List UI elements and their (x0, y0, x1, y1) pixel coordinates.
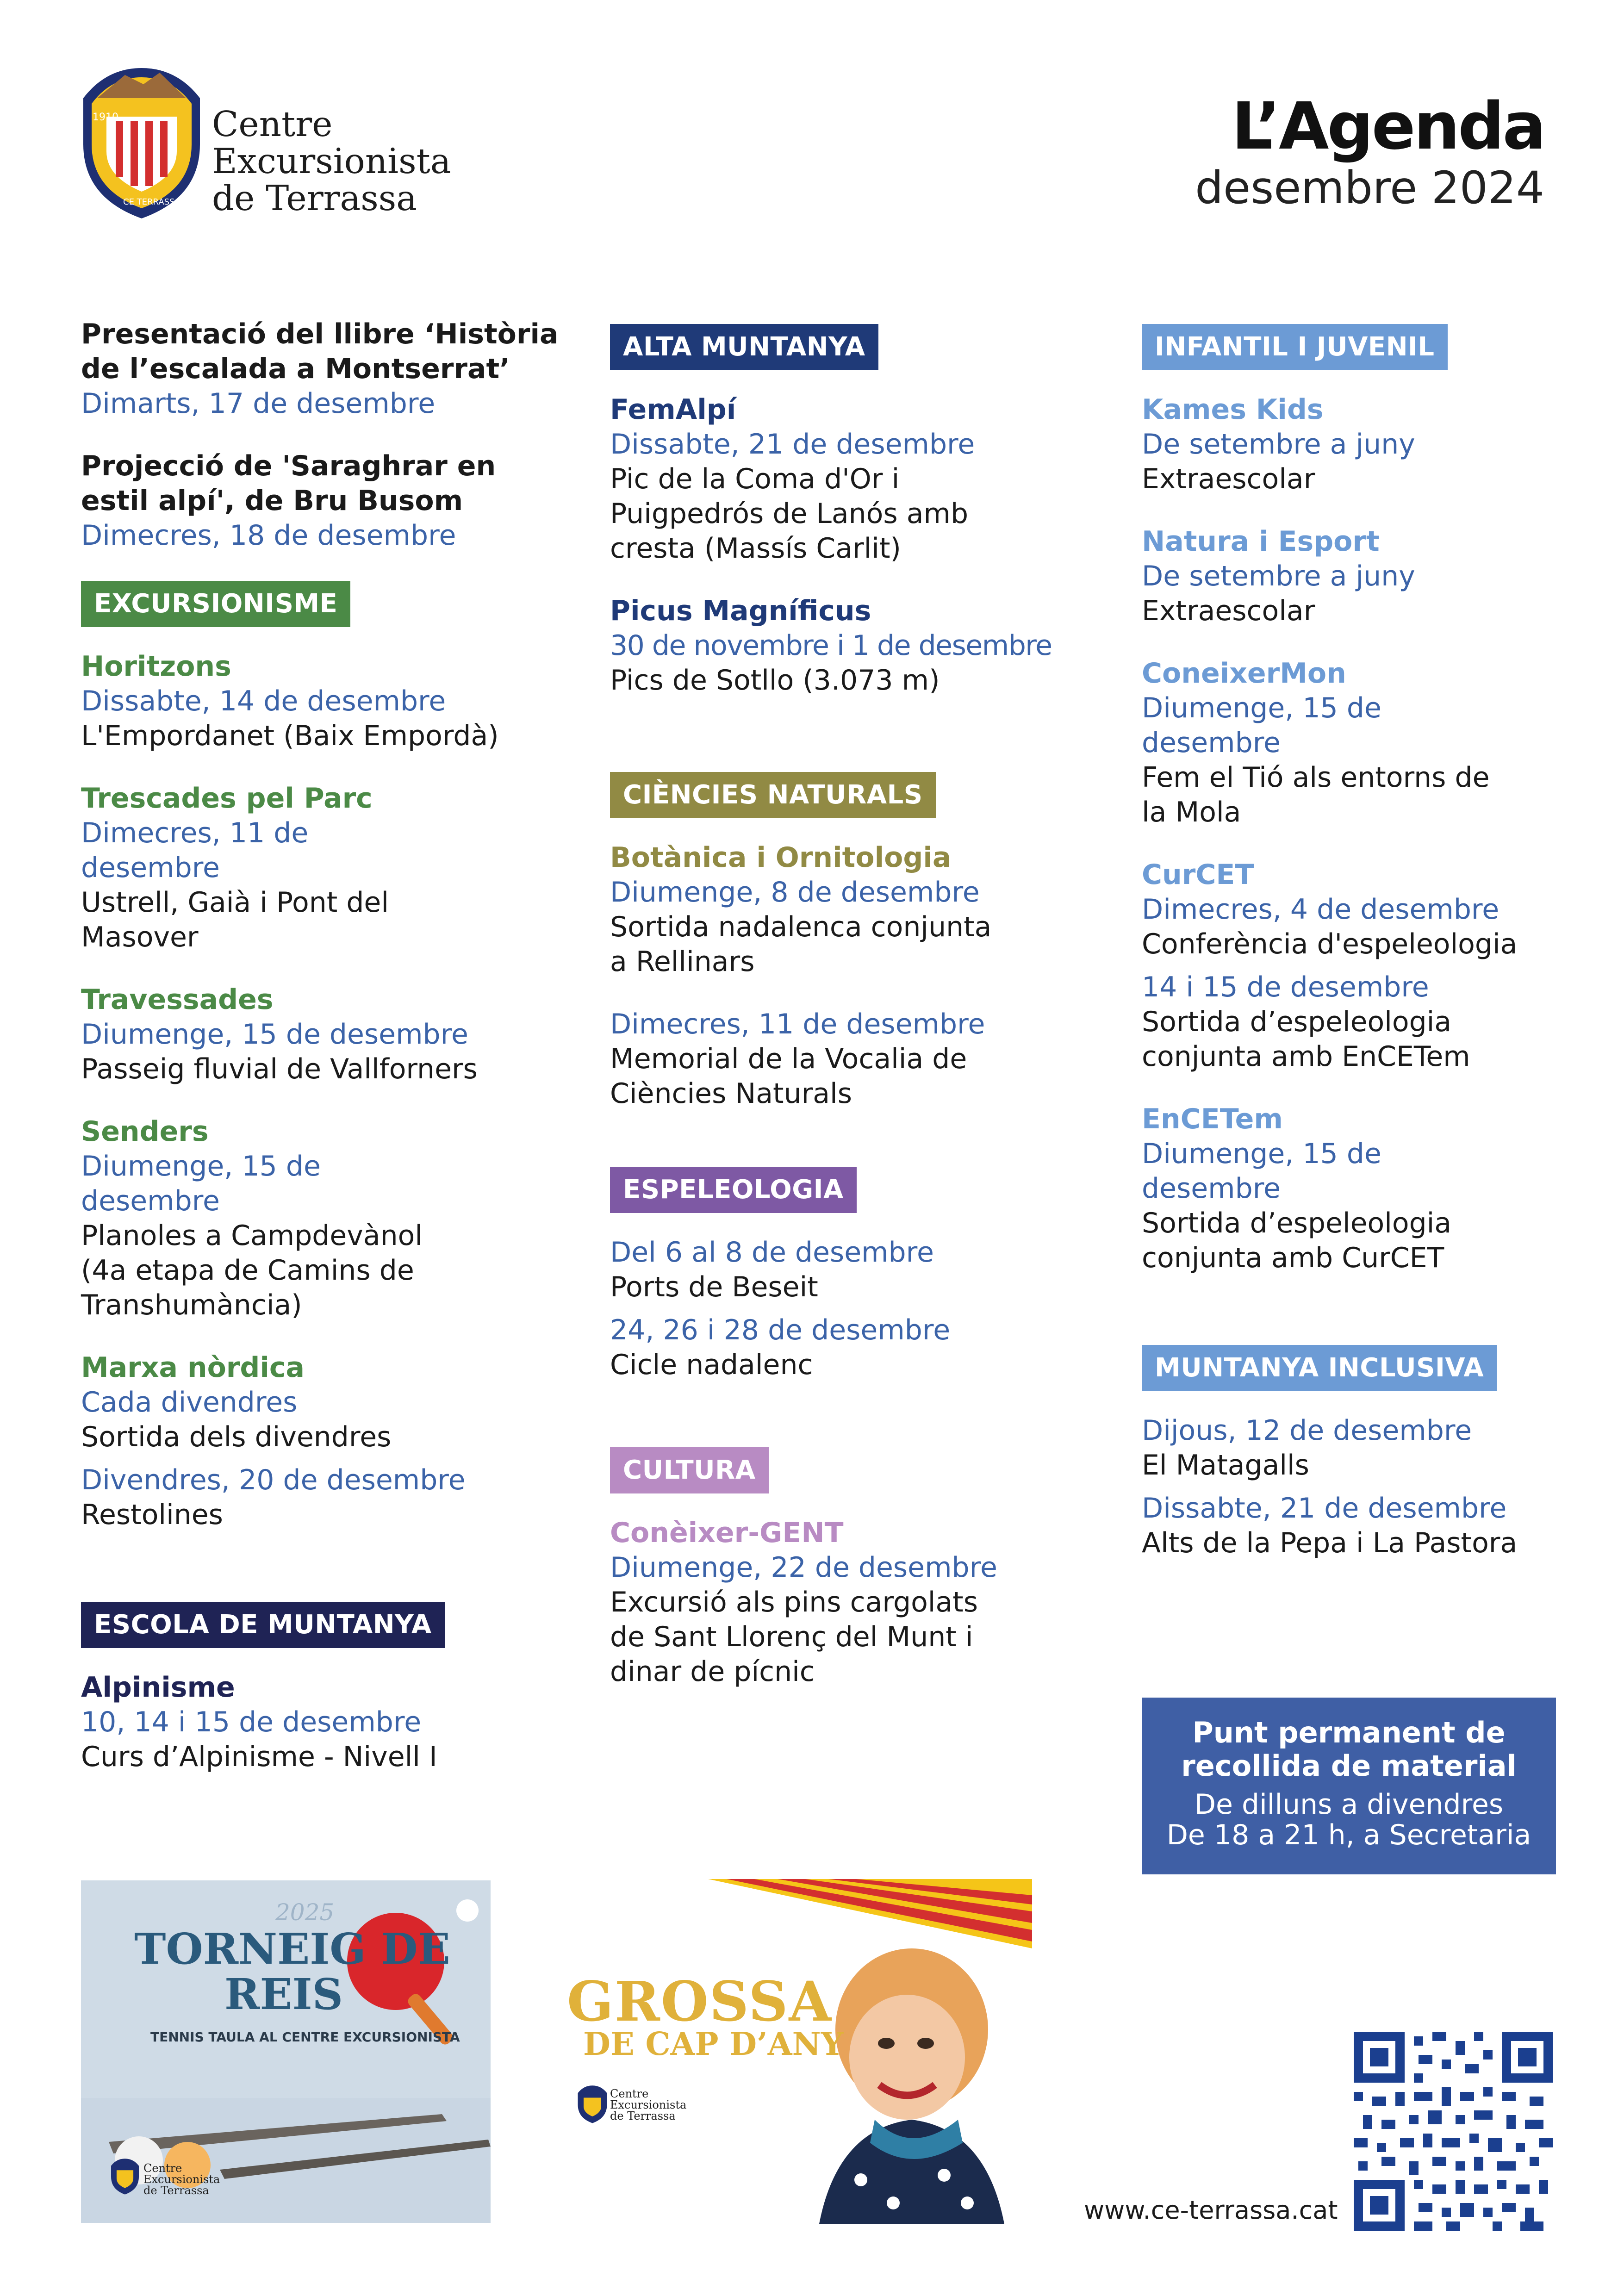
item-date: 14 i 15 de desembre (1142, 971, 1429, 1003)
item-name: Horitzons (81, 650, 231, 683)
item-date: Dimecres, 4 de desembre (1142, 893, 1500, 926)
item-name: Alpinisme (81, 1671, 235, 1704)
item-desc: Planoles a Campdevànol (4a etapa de Camins de Transhumància) (81, 1220, 423, 1321)
event-date: Dimecres, 18 de desembre (81, 519, 456, 552)
shield-year: 1910 (93, 112, 118, 123)
item-date: De setembre a juny (1142, 560, 1415, 592)
event-presentacio (81, 317, 567, 421)
item-marxa-nordica (81, 1350, 567, 1455)
item-date: 24, 26 i 28 de desembre (610, 1314, 951, 1346)
badge-espeleologia: ESPELEOLOGIA (610, 1167, 857, 1213)
punt-recollida-box (1142, 1698, 1556, 1874)
punt-hours-line1: De dilluns a divendres (1194, 1788, 1504, 1821)
item-date: Diumenge, 22 de desembre (610, 1551, 997, 1584)
item-desc: Ports de Beseit (610, 1271, 818, 1303)
item-date: Dissabte, 21 de desembre (610, 428, 975, 460)
qr-code-icon[interactable] (1354, 2032, 1553, 2231)
item-date: Cada divendres (81, 1386, 298, 1419)
item-date: 30 de novembre i 1 de desembre (610, 629, 1052, 662)
item-date: Divendres, 20 de desembre (81, 1464, 466, 1496)
torneig-shield-icon (109, 2158, 141, 2195)
grossa-title-line1: GROSSA (567, 1969, 833, 2034)
badge-muntanya-inclusiva: MUNTANYA INCLUSIVA (1142, 1345, 1497, 1391)
org-name-line2: Excursionista (212, 141, 451, 181)
item-desc: Extraescolar (1142, 595, 1315, 627)
item-name: Marxa nòrdica (81, 1351, 305, 1384)
item-desc: Restolines (81, 1499, 223, 1531)
item-natura-esport (1142, 524, 1624, 628)
column-left (81, 317, 567, 1802)
grossa-logo-line3: de Terrassa (610, 2109, 676, 2122)
grossa-logo-text (610, 2088, 686, 2122)
item-desc: Sortida d’espeleologia conjunta amb CurCET (1142, 1207, 1452, 1274)
badge-escola-muntanya: ESCOLA DE MUNTANYA (81, 1602, 445, 1648)
item-restolines (81, 1463, 567, 1532)
torneig-logo-line1: Centre (143, 2162, 182, 2175)
item-alts-pepa (1142, 1491, 1624, 1561)
org-name-line3: de Terrassa (212, 178, 417, 218)
item-desc: Ustrell, Gaià i Pont del Masover (81, 886, 389, 953)
event-date: Dimarts, 17 de desembre (81, 387, 436, 420)
item-name: Natura i Esport (1142, 525, 1380, 558)
item-desc: Sortida d’espeleologia conjunta amb EnCETem (1142, 1006, 1470, 1073)
grossa-logo-line2: Excursionista (610, 2098, 687, 2111)
item-name: ConeixerMon (1142, 657, 1346, 690)
torneig-title-line2: REIS (224, 1969, 343, 2019)
item-desc: Curs d’Alpinisme - Nivell I (81, 1741, 437, 1773)
item-name: Kames Kids (1142, 393, 1324, 426)
item-name: EnCETem (1142, 1103, 1283, 1135)
item-matagalls (1142, 1413, 1624, 1483)
item-date: Dimecres, 11 de desembre (610, 1008, 985, 1040)
event-title: Presentació del llibre ‘Història de l’escalada a Montserrat’ (81, 318, 559, 385)
item-picus-magnificus (610, 594, 1096, 698)
item-desc: Sortida nadalenca conjunta a Rellinars (610, 911, 992, 978)
item-date: Del 6 al 8 de desembre (610, 1236, 934, 1269)
torneig-logo-line3: de Terrassa (143, 2184, 209, 2197)
event-projeccio (81, 449, 567, 553)
item-memorial (610, 1007, 1013, 1111)
club-shield-logo (79, 66, 205, 221)
item-travessades (81, 983, 567, 1087)
item-date: Diumenge, 15 de desembre (81, 1018, 468, 1051)
item-date: Diumenge, 15 de desembre (1142, 692, 1381, 759)
item-date: 10, 14 i 15 de desembre (81, 1706, 422, 1738)
item-desc: Extraescolar (1142, 463, 1315, 495)
org-name-line1: Centre (212, 104, 333, 144)
punt-title-line1: Punt permanent de (1192, 1716, 1506, 1749)
item-desc: Passeig fluvial de Vallforners (81, 1053, 478, 1085)
item-desc: Excursió als pins cargolats de Sant Llorenç del Munt i dinar de pícnic (610, 1586, 978, 1688)
item-name: Trescades pel Parc (81, 782, 373, 815)
punt-hours-line2: De 18 a 21 h, a Secretaria (1166, 1819, 1531, 1851)
item-name: CurCET (1142, 859, 1254, 891)
torneig-title-line1: TORNEIG DE (134, 1924, 450, 1974)
item-desc: Conferència d'espeleologia (1142, 928, 1518, 960)
grossa-logo-line1: Centre (610, 2087, 649, 2100)
item-name: Conèixer-GENT (610, 1517, 844, 1549)
item-senders (81, 1114, 451, 1323)
item-date: Diumenge, 15 de desembre (81, 1150, 321, 1217)
badge-infantil-juvenil: INFANTIL I JUVENIL (1142, 324, 1448, 370)
page-title: L’Agenda (1231, 89, 1544, 164)
punt-title-line2: recollida de material (1181, 1749, 1517, 1783)
badge-alta-muntanya: ALTA MUNTANYA (610, 324, 878, 370)
item-curcet-sortida (1142, 970, 1503, 1074)
org-name (212, 106, 451, 217)
item-date: Dissabte, 14 de desembre (81, 685, 446, 717)
event-title: Projecció de 'Saraghrar en estil alpí', de Bru Busom (81, 450, 496, 517)
item-date: Diumenge, 8 de desembre (610, 876, 980, 908)
item-ports-beseit (610, 1235, 1096, 1305)
item-name: Picus Magníficus (610, 595, 871, 627)
item-date: Dijous, 12 de desembre (1142, 1414, 1472, 1447)
item-desc: Sortida dels divendres (81, 1421, 392, 1453)
item-botanica (610, 840, 1013, 979)
item-date: Diumenge, 15 de desembre (1142, 1138, 1381, 1205)
item-date: De setembre a juny (1142, 428, 1415, 460)
grossa-title-line2: DE CAP D’ANY (583, 2026, 844, 2063)
item-desc: Memorial de la Vocalia de Ciències Naturals (610, 1043, 967, 1110)
item-alpinisme (81, 1670, 567, 1774)
column-right (1142, 324, 1624, 1588)
torneig-subtitle: TENNIS TAULA AL CENTRE EXCURSIONISTA (150, 2029, 460, 2045)
item-name: Senders (81, 1115, 209, 1148)
item-desc: L'Empordanet (Baix Empordà) (81, 720, 499, 752)
item-name: Travessades (81, 983, 274, 1016)
item-date: Dissabte, 21 de desembre (1142, 1492, 1507, 1524)
torneig-logo-text (143, 2163, 220, 2196)
item-femalpi (610, 392, 994, 566)
item-desc: Fem el Tió als entorns de la Mola (1142, 761, 1490, 828)
grossa-cap-any-poster[interactable] (560, 1879, 1032, 2224)
column-middle (610, 324, 1096, 1717)
item-horitzons (81, 649, 567, 753)
item-kames-kids (1142, 392, 1624, 497)
website-link[interactable]: www.ce-terrassa.cat (1084, 2196, 1338, 2225)
badge-cultura: CULTURA (610, 1447, 769, 1493)
item-trescades (81, 781, 442, 955)
torneig-reis-poster[interactable] (81, 1880, 491, 2223)
item-desc: Cicle nadalenc (610, 1349, 813, 1381)
item-coneixermon (1142, 656, 1503, 830)
item-desc: El Matagalls (1142, 1449, 1309, 1481)
item-desc: Pic de la Coma d'Or i Puigpedrós de Lanós amb cresta (Massís Carlit) (610, 463, 969, 565)
item-desc: Alts de la Pepa i La Pastora (1142, 1527, 1518, 1559)
item-name: Botànica i Ornitologia (610, 841, 952, 874)
item-date: Dimecres, 11 de desembre (81, 817, 309, 884)
item-desc: Pics de Sotllo (3.073 m) (610, 664, 940, 697)
item-encetem (1142, 1102, 1503, 1276)
item-cicle-nadalenc (610, 1313, 1096, 1382)
torneig-year: 2025 (275, 1899, 335, 1926)
badge-ciencies-naturals: CIÈNCIES NATURALS (610, 772, 936, 818)
page-subtitle: desembre 2024 (1195, 162, 1544, 214)
grossa-shield-icon (576, 2085, 609, 2124)
torneig-logo-line2: Excursionista (143, 2173, 220, 2186)
item-curcet (1142, 858, 1624, 962)
shield-text: CE TERRASSA (123, 197, 181, 207)
item-coneixer-gent (610, 1516, 1017, 1689)
badge-excursionisme: EXCURSIONISME (81, 581, 350, 627)
item-name: FemAlpí (610, 393, 736, 426)
